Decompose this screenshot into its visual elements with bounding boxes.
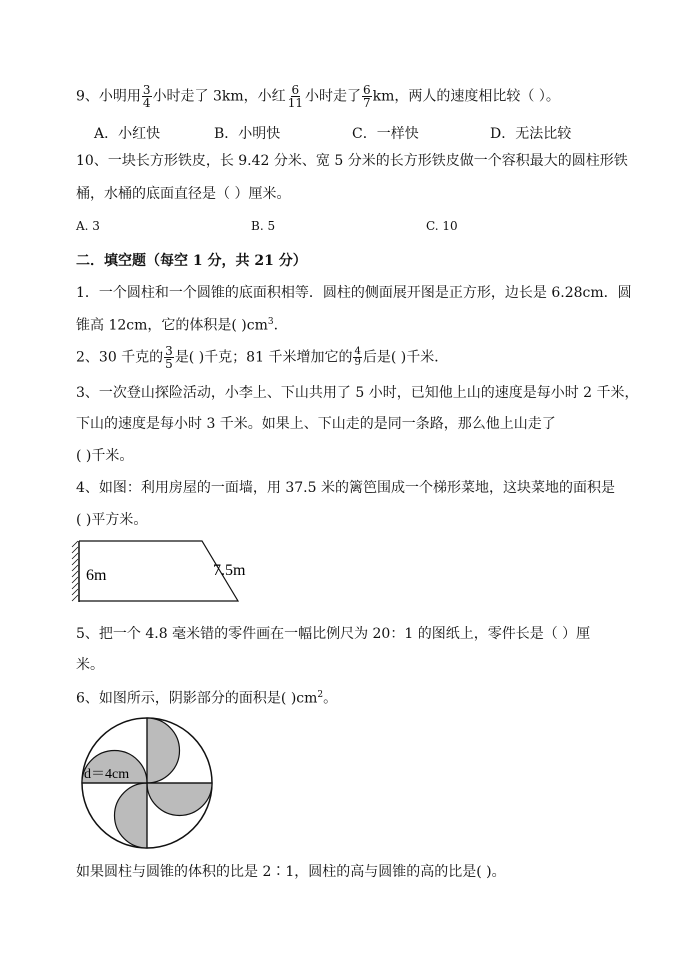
fill-6-end: 。 bbox=[323, 690, 338, 707]
fraction-3-5 bbox=[164, 345, 174, 370]
fill-2-text-2: 是( )千克；81 千米增加它的 bbox=[174, 349, 353, 366]
q9-text-1: 9、小明用 bbox=[76, 88, 141, 105]
fraction-numerator: 4 bbox=[354, 346, 361, 357]
fraction-4-9 bbox=[353, 347, 361, 368]
fraction-numerator: 3 bbox=[165, 344, 173, 358]
petal-top bbox=[147, 718, 180, 783]
wall-hatching bbox=[72, 541, 78, 601]
section-title: 二．填空题（每空 1 分，共 21 分） bbox=[76, 253, 307, 269]
fill-1-end: . bbox=[273, 317, 279, 334]
fill-1-line-2 bbox=[76, 312, 278, 336]
diameter-label: d＝4cm bbox=[84, 767, 130, 782]
fill-3-line-1: 3、一次登山探险活动，小李上、下山共用了 5 小时，已知他上山的速度是每小时 2 千米， bbox=[76, 385, 639, 401]
fill-6-text: 6、如图所示，阴影部分的面积是( )cm bbox=[76, 690, 318, 707]
petal-bottom bbox=[115, 783, 148, 848]
question-9 bbox=[76, 84, 560, 109]
fill-7-line-1: 如果圆柱与圆锥的体积的比是 2∶1，圆柱的高与圆锥的高的比是( )。 bbox=[76, 864, 506, 880]
fill-2-text-1: 2、30 千克的 bbox=[76, 349, 164, 366]
fraction-denominator: 5 bbox=[165, 357, 173, 371]
q9-text-2: 小时走了 3km，小红 bbox=[152, 88, 286, 105]
label-6m: 6m bbox=[86, 567, 107, 584]
fill-6-line-1 bbox=[76, 685, 337, 709]
question-10-line-2: 桶，水桶的底面直径是（ ）厘米。 bbox=[76, 186, 291, 202]
fill-5-line-2: 米。 bbox=[76, 657, 104, 673]
fraction-denominator: 4 bbox=[142, 96, 151, 110]
fill-3-line-2: 下山的速度是每小时 3 千米。如果上、下山走的是同一条路，那么他上山走了 bbox=[76, 416, 556, 432]
fill-5-line-1: 5、把一个 4.8 毫米错的零件画在一幅比例尺为 20：1 的图纸上，零件长是（ ）厘 bbox=[76, 626, 591, 642]
q9-option-b[interactable]: B．小明快 bbox=[214, 126, 281, 142]
q10-option-a[interactable]: A. 3 bbox=[76, 219, 100, 233]
fill-3-line-3: ( )千米。 bbox=[76, 448, 134, 464]
fill-4-line-1: 4、如图：利用房屋的一面墙，用 37.5 米的篱笆围成一个梯形菜地，这块菜地的面积是 bbox=[76, 480, 615, 496]
superscript: 3 bbox=[267, 317, 274, 327]
fraction-denominator: 9 bbox=[354, 357, 361, 368]
q9-option-c[interactable]: C．一样快 bbox=[352, 126, 419, 142]
fraction-6-11 bbox=[287, 84, 304, 109]
label-7-5m: 7.5m bbox=[213, 562, 246, 579]
fill-1-line-1: 1．一个圆柱和一个圆锥的底面积相等．圆柱的侧面展开图是正方形，边长是 6.28cm．圆 bbox=[76, 285, 632, 301]
circle-figure bbox=[80, 716, 215, 851]
q9-text-4: km，两人的速度相比较（ ）。 bbox=[372, 88, 560, 105]
fill-2-text-3: 后是( )千米． bbox=[362, 349, 449, 366]
fill-4-line-2: ( )平方米。 bbox=[76, 512, 148, 528]
superscript: 2 bbox=[317, 690, 324, 700]
fraction-numerator: 6 bbox=[362, 83, 371, 97]
q10-option-b[interactable]: B. 5 bbox=[251, 219, 276, 233]
q9-text-3: 小时走了 bbox=[304, 88, 361, 105]
fraction-numerator: 6 bbox=[291, 83, 300, 97]
fraction-denominator: 7 bbox=[362, 96, 371, 110]
fraction-denominator: 11 bbox=[287, 96, 303, 110]
trapezoid-figure bbox=[70, 538, 250, 608]
petal-right bbox=[147, 783, 212, 816]
question-10-line-1: 10、一块长方形铁皮，长 9.42 分米、宽 5 分米的长方形铁皮做一个容积最大的圆柱形铁 bbox=[76, 153, 628, 169]
fill-2 bbox=[76, 345, 448, 370]
fraction-3-4 bbox=[142, 84, 152, 109]
q9-option-a[interactable]: A．小红快 bbox=[94, 126, 161, 142]
q10-option-c[interactable]: C. 10 bbox=[426, 219, 458, 233]
fraction-numerator: 3 bbox=[142, 83, 151, 97]
q9-option-d[interactable]: D．无法比较 bbox=[490, 126, 572, 142]
fraction-6-7 bbox=[362, 84, 372, 109]
fill-1-text: 锥高 12cm，它的体积是( )cm bbox=[76, 317, 268, 334]
